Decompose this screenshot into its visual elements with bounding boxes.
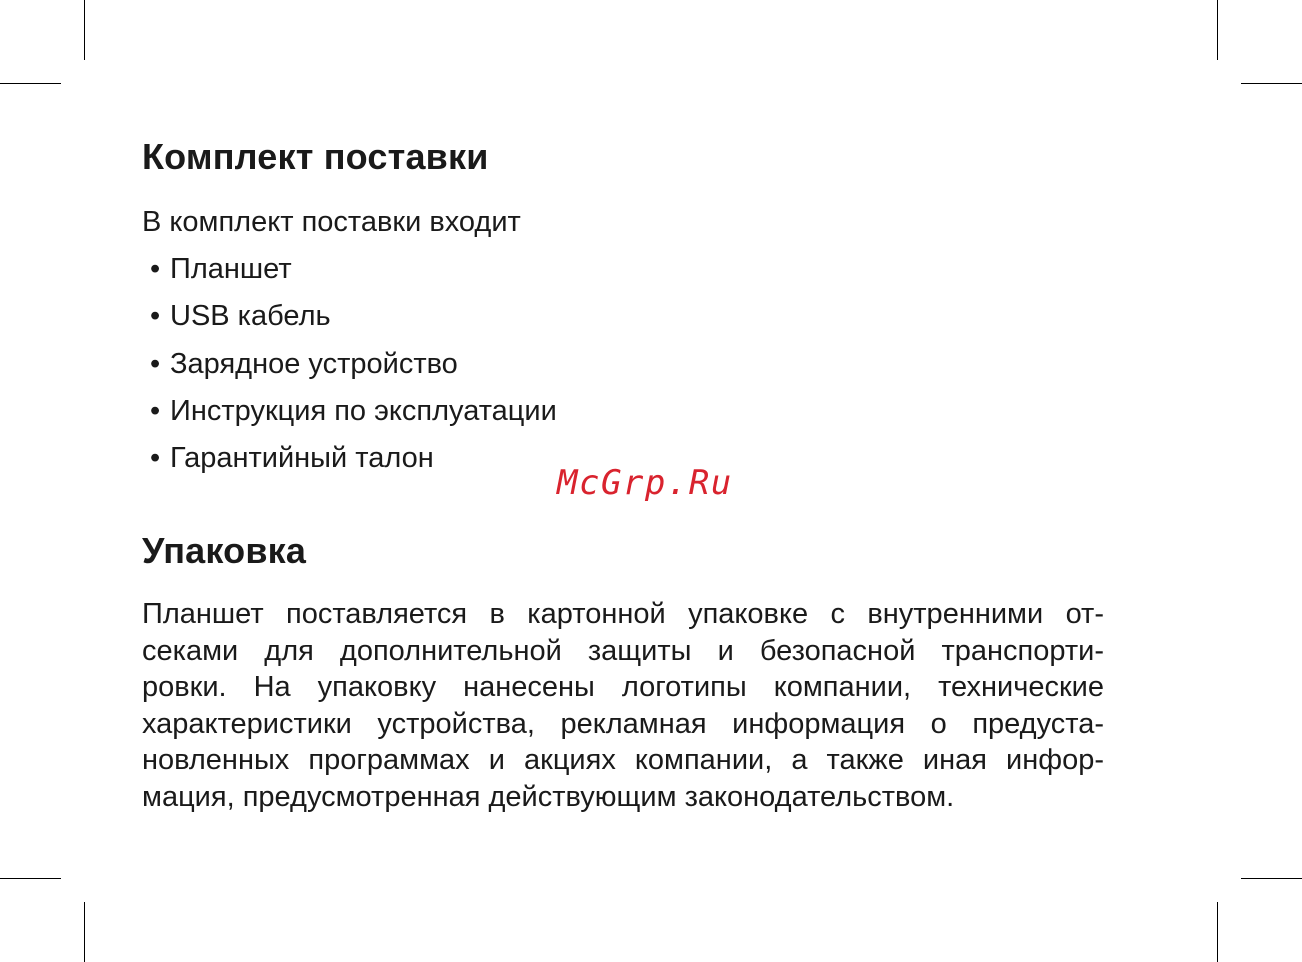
kit-intro-text: В комплект поставки входит [142,206,521,238]
list-item-label: Гарантийный талон [170,442,434,475]
list-item [150,438,557,485]
watermark-text: McGrp.Ru [557,463,733,503]
bullet-icon: • [150,442,161,475]
paragraph-line: ровки. На упаковку нанесены логотипы компании, технические [142,671,1104,704]
bullet-icon: • [150,300,161,333]
list-item [150,391,557,438]
kit-items-list [150,249,557,485]
list-item [150,344,557,391]
list-item-label: USB кабель [170,300,331,333]
crop-mark-bottom-right-horizontal [1241,878,1302,879]
paragraph-line: мация, предусмотренная действующим законодательством. [142,780,955,813]
bullet-icon: • [150,347,161,380]
list-item [150,296,557,343]
list-item-label: Инструкция по эксплуатации [170,394,557,427]
paragraph-line: секами для дополнительной защиты и безопасной транспорти- [142,634,1104,667]
crop-mark-top-left-vertical [84,0,85,60]
paragraph-line: Планшет поставляется в картонной упаковке с внутренними от- [142,598,1104,630]
crop-mark-top-left-horizontal [0,83,61,84]
list-item [150,249,557,296]
crop-mark-top-right-vertical [1217,0,1218,60]
crop-mark-top-right-horizontal [1241,83,1302,84]
heading-packaging: Упаковка [142,530,307,571]
list-item-label: Планшет [170,253,292,285]
crop-mark-bottom-left-horizontal [0,878,61,879]
crop-mark-bottom-right-vertical [1217,902,1218,962]
crop-mark-bottom-left-vertical [84,902,85,962]
packaging-paragraph [142,596,1104,816]
heading-kit-contents: Комплект поставки [142,136,489,177]
paragraph-line: характеристики устройства, рекламная информация о предуста- [142,707,1104,740]
bullet-icon: • [150,394,161,427]
bullet-icon: • [150,253,161,285]
paragraph-line: новленных программах и акциях компании, а также иная инфор- [142,744,1104,777]
list-item-label: Зарядное устройство [170,347,458,380]
